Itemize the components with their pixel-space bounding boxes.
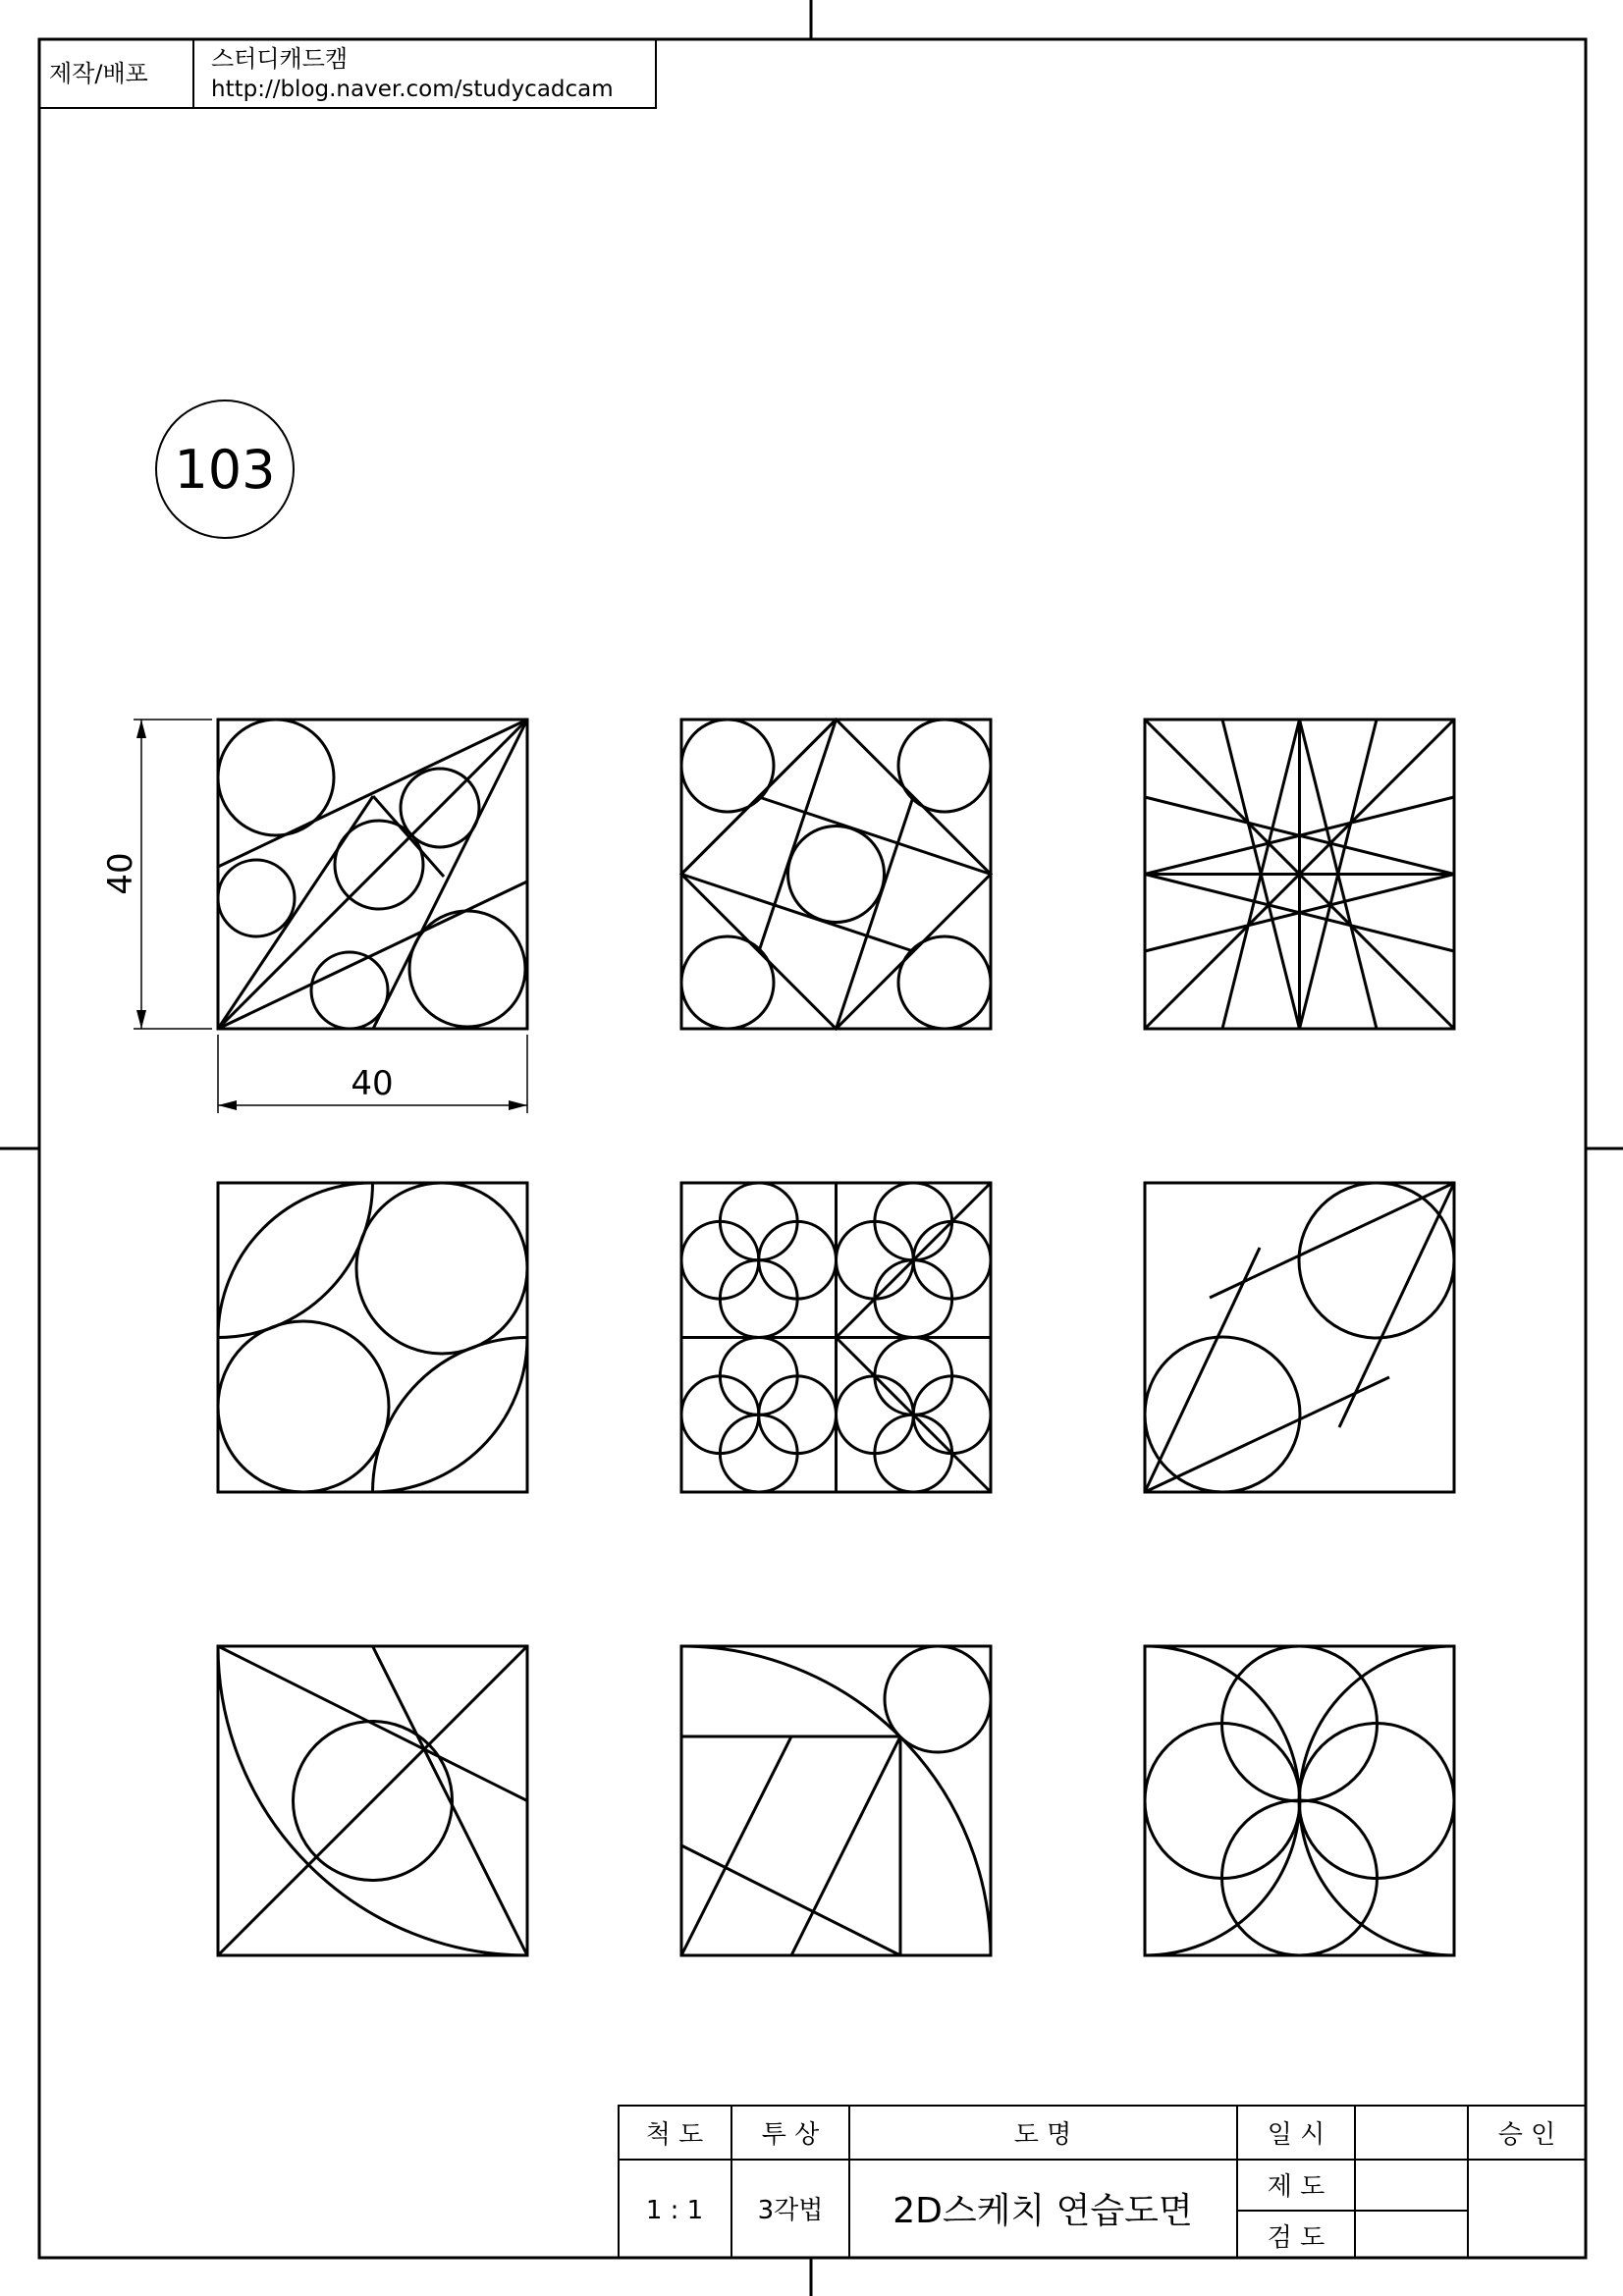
pattern-overlapping-circles-parallelogram [1145, 1183, 1454, 1492]
pattern-quatrefoil-grid [681, 1183, 991, 1492]
approval-label: 승 인 [1497, 2120, 1556, 2150]
header-author: 스터디캐드캠 [211, 45, 349, 73]
width-dimension-value: 40 [351, 1064, 394, 1103]
scale-label: 척 도 [645, 2120, 704, 2150]
pattern-circles-in-diagonal-strips [218, 720, 527, 1029]
projection-value: 3각법 [757, 2196, 824, 2225]
date-label: 일 시 [1267, 2120, 1325, 2150]
pattern-flower-petals [1145, 1646, 1454, 1955]
pattern-quarter-arc-with-grid [681, 1646, 991, 1955]
drafted-label: 제 도 [1267, 2172, 1325, 2202]
title-block [619, 2106, 1586, 2258]
height-dimension [101, 720, 212, 1029]
pattern-pinwheel-with-corner-circles [681, 720, 991, 1029]
problem-number-balloon [156, 400, 294, 538]
drawing-name-value: 2D스케치 연습도면 [893, 2191, 1193, 2231]
header-url: http://blog.naver.com/studycadcam [211, 77, 614, 102]
pattern-quarter-arc-with-circle [218, 1646, 527, 1955]
projection-label: 투 상 [761, 2120, 820, 2150]
header-maker-label: 제작/배포 [49, 60, 148, 87]
scale-value: 1 : 1 [645, 2196, 704, 2225]
header-box [39, 39, 656, 108]
height-dimension-value: 40 [101, 852, 140, 895]
width-dimension [218, 1035, 527, 1113]
pattern-two-lenses-two-circles [218, 1183, 527, 1492]
drawing-name-label: 도 명 [1013, 2120, 1072, 2150]
problem-number: 103 [174, 439, 276, 501]
pattern-eight-point-star [1145, 720, 1454, 1029]
checked-label: 검 도 [1267, 2223, 1325, 2253]
